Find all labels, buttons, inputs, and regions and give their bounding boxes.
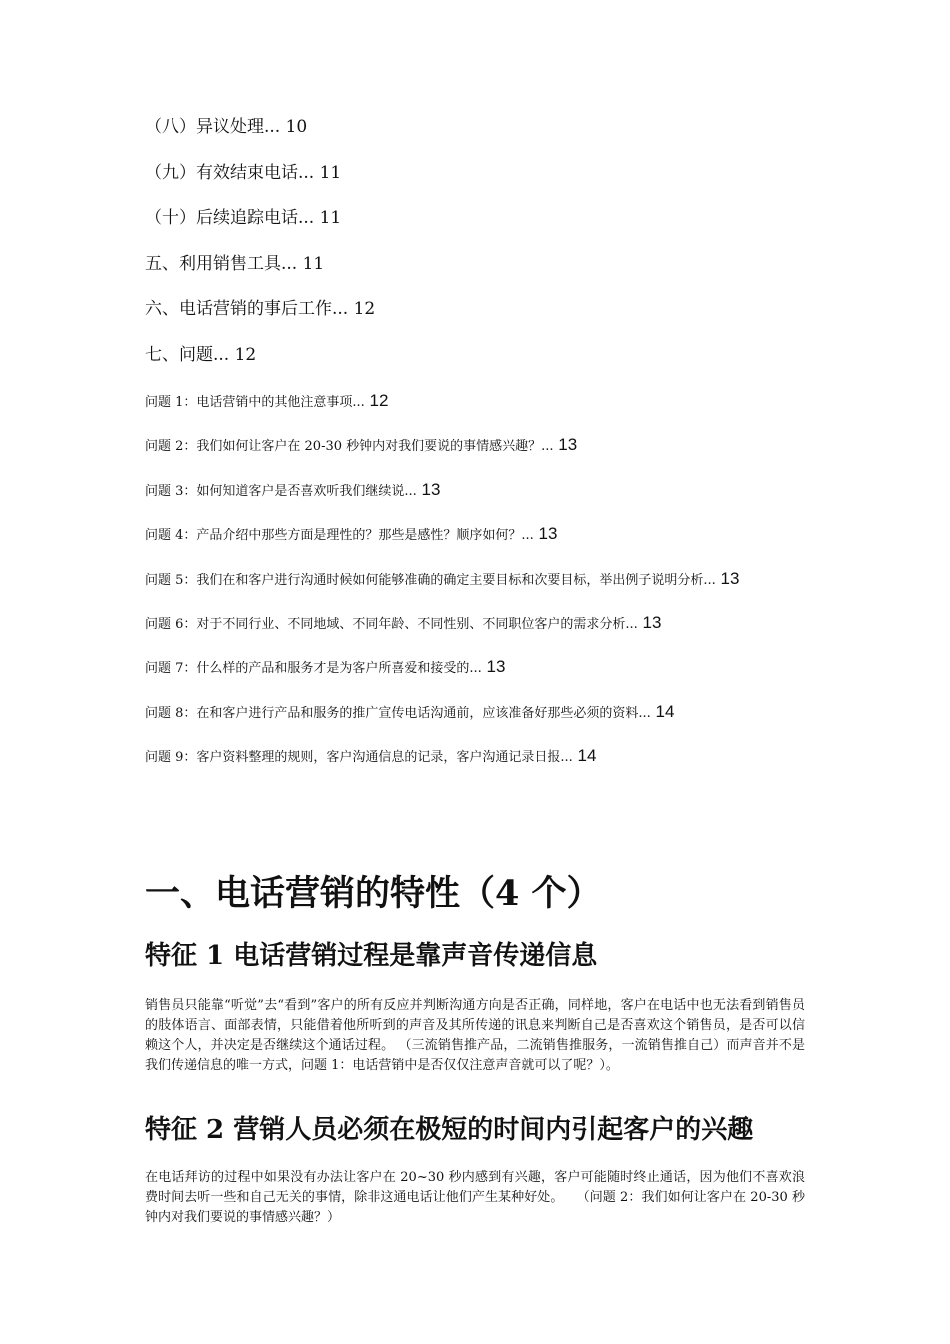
toc-entry[interactable]: 七、问题... 12 [145,345,257,365]
toc-question-entry[interactable] [145,479,440,503]
toc-question-entry[interactable] [145,612,661,636]
toc-question-text: 问题 4：产品介绍中那些方面是理性的？那些是感性？顺序如何？... [145,528,534,543]
toc-page-number: 13 [533,524,558,543]
toc-page-number: 13 [715,569,740,588]
feature-2-body: 在电话拜访的过程中如果没有办法让客户在 20~30 秒内感到有兴趣，客户可能随时终止通话，因为他们不喜欢浪费时间去听一些和自己无关的事情，除非这通电话让他们产生某种好处。 （问题 2：我们如何让客户在 20-30 秒钟内对我们要说的事情感兴趣？） [145,1170,805,1225]
toc-question-entry[interactable] [145,745,596,769]
feature-1-heading: 特征 1 电话营销过程是靠声音传递信息 [145,941,598,971]
toc-question-text: 问题 1：电话营销中的其他注意事项... [145,395,365,410]
toc-question-entry[interactable] [145,568,739,592]
toc-question-entry[interactable] [145,656,505,680]
toc-page-number: 13 [481,657,506,676]
toc-question-text: 问题 8：在和客户进行产品和服务的推广宣传电话沟通前，应该准备好那些必须的资料... [145,706,651,721]
feature-2-heading: 特征 2 营销人员必须在极短的时间内引起客户的兴趣 [145,1115,754,1145]
toc-page-number: 13 [637,613,662,632]
toc-question-text: 问题 9：客户资料整理的规则，客户沟通信息的记录，客户沟通记录日报... [145,750,573,765]
toc-question-text: 问题 3：如何知道客户是否喜欢听我们继续说... [145,484,417,499]
toc-entry[interactable]: （九）有效结束电话... 11 [145,163,342,183]
toc-page-number: 14 [572,746,597,765]
toc-page-number: 14 [650,702,675,721]
toc-question-entry[interactable] [145,390,388,414]
section-title: 一、电话营销的特性（4 个） [145,873,602,914]
toc-question-text: 问题 5：我们在和客户进行沟通时候如何能够准确的确定主要目标和次要目标，举出例子说明分析... [145,573,716,588]
toc-entry[interactable]: 六、电话营销的事后工作... 12 [145,299,376,319]
feature-1-body: 销售员只能靠“听觉”去“看到”客户的所有反应并判断沟通方向是否正确，同样地，客户在电话中也无法看到销售员的肢体语言、面部表情，只能借着他所听到的声音及其所传递的讯息来判断自己是否喜欢这个销售员，是否可以信赖这个人，并决定是否继续这个通话过程。 （三流销售推产品，二流销售推服务，一流销售推自己）而声音并不是我们传递信息的唯一方式，问题 1：电话营销中是否仅仅注意声音就可以了呢？）。 [145,998,805,1073]
toc-question-text: 问题 6：对于不同行业、不同地域、不同年龄、不同性别、不同职位客户的需求分析... [145,617,638,632]
toc-question-entry[interactable] [145,434,577,458]
toc-entry[interactable]: （十）后续追踪电话... 11 [145,208,342,228]
toc-question-text: 问题 7：什么样的产品和服务才是为客户所喜爱和接受的... [145,661,482,676]
toc-question-text: 问题 2：我们如何让客户在 20-30 秒钟内对我们要说的事情感兴趣？... [145,439,554,454]
toc-page-number: 13 [553,435,578,454]
toc-page-number: 12 [364,391,389,410]
toc-entry[interactable]: 五、利用销售工具... 11 [145,254,325,274]
toc-question-entry[interactable] [145,701,674,725]
toc-entry[interactable]: （八）异议处理... 10 [145,117,308,137]
toc-page-number: 13 [416,480,441,499]
toc-question-entry[interactable] [145,523,557,547]
